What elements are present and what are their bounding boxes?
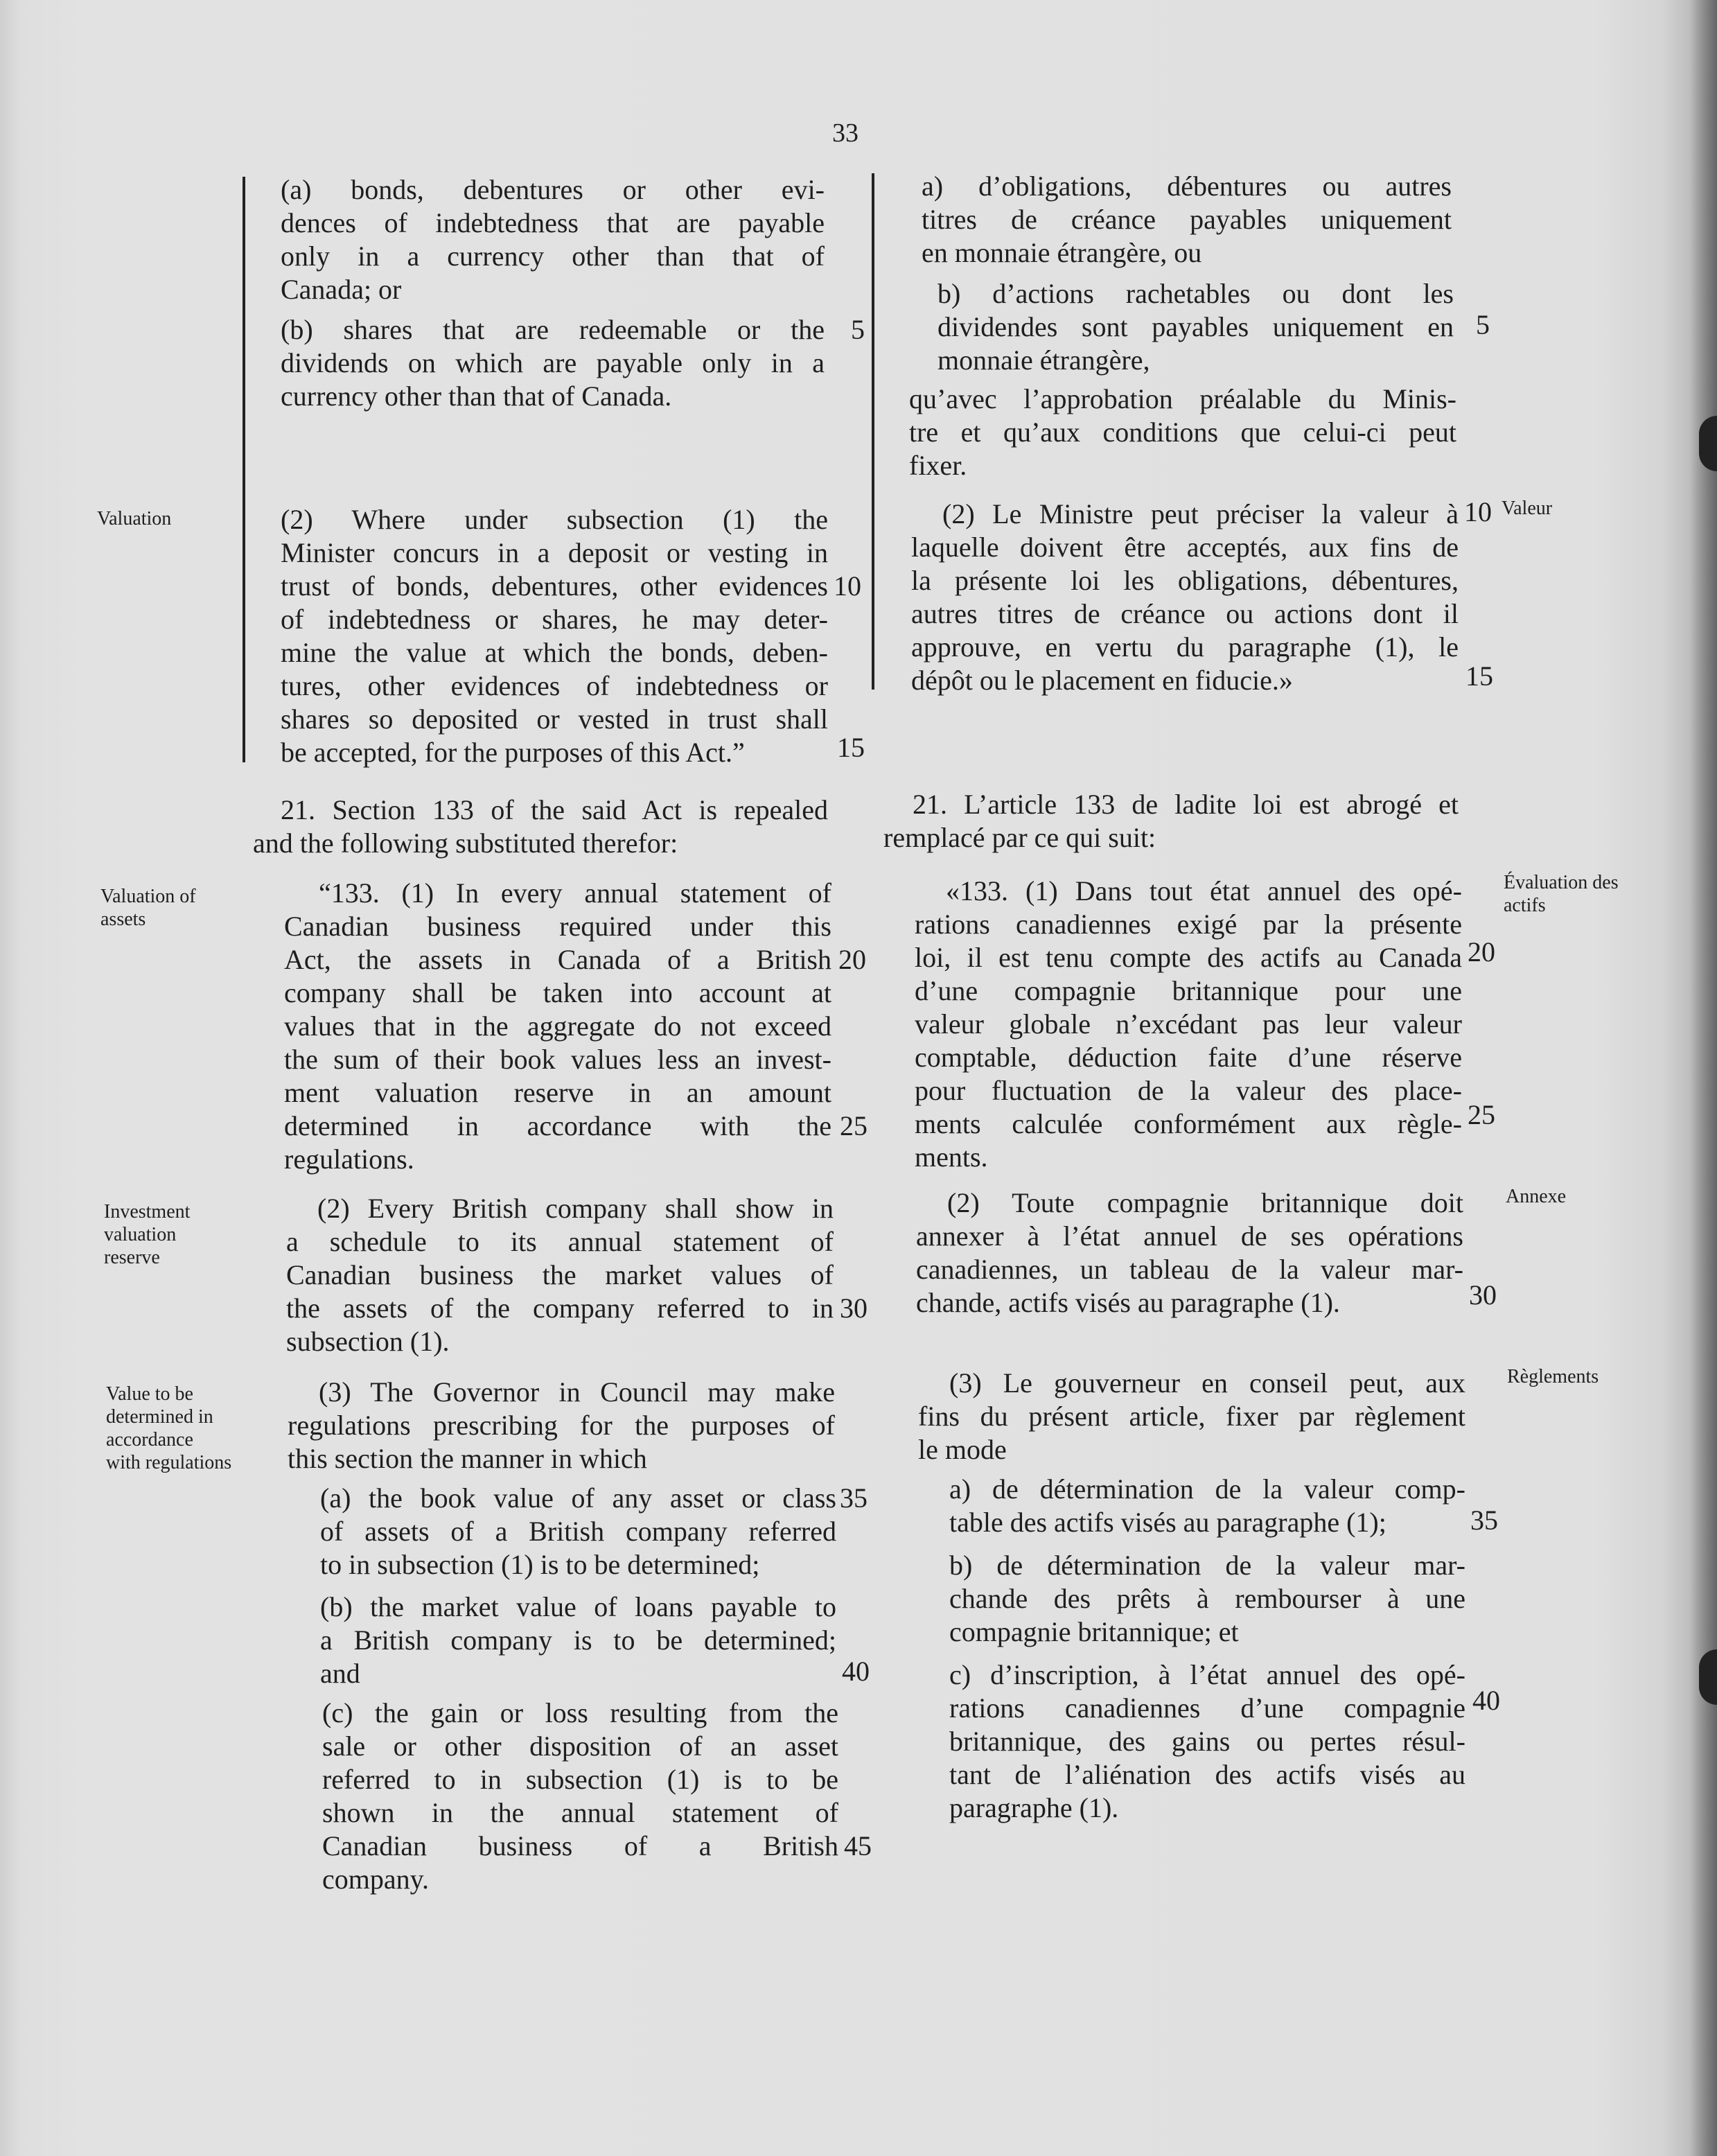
fr-line-number: 40 xyxy=(1472,1685,1500,1716)
en-section-133-1: “133. (1) In every annual statement of Canadian business required under this Act, the assets in Canada of a British company shall be taken into account at values that in the aggregate do not exceed the sum of their book values less an invest- ment valuation reserve in an amount determined in accordance with the regulations. xyxy=(284,877,831,1175)
margin-note-value-determined: Value to be determined in accordance with regulations xyxy=(106,1383,232,1473)
en-line-number: 40 xyxy=(842,1656,870,1687)
en-para-2: (2) Where under subsection (1) the Minister concurs in a deposit or vesting in trust of bonds, debentures, other evidences of indebtedness or shares, he may deter- mine the value at which the bonds, deben- tures, other evidences of indebtedness or shares so deposited or vested in trust shall be accepted, for the purposes of this Act.” xyxy=(281,504,828,768)
en-line-number: 10 xyxy=(834,570,861,602)
margin-note-valuation: Valuation xyxy=(97,508,172,529)
en-section-133-3a: (a) the book value of any asset or class of assets of a British company referred to in subsection (1) is to be determined; xyxy=(320,1482,836,1580)
fr-section-133-3c: c) d’inscription, à l’état annuel des opé- rations canadiennes d’une compagnie britannique, des gains ou pertes résul- tant de l’aliénation des actifs visés au paragraphe (1). xyxy=(949,1659,1465,1823)
fr-section-133-3a: a) de détermination de la valeur comp- table des actifs visés au paragraphe (1); xyxy=(949,1473,1465,1538)
en-section-133-3c: (c) the gain or loss resulting from the sale or other disposition of an asset referred to in subsection (1) is to be shown in the annual statement of Canadian business of a British company. xyxy=(322,1697,838,1895)
fr-section-133-1: «133. (1) Dans tout état annuel des opé- rations canadiennes exigé par la présente loi, il est tenu compte des actifs au Canada d’une compagnie britannique pour une valeur globale n’excédant pas leur valeur comptable, déduction faite d’une réserve pour fluctuation de la valeur des place- ments calculée conformément aux règle- ments. xyxy=(915,875,1462,1173)
en-para-b: (b) shares that are redeemable or the dividends on which are payable only in a currency other than that of Canada. xyxy=(281,314,825,412)
binder-hole xyxy=(1699,416,1717,471)
binder-hole xyxy=(1699,1649,1717,1705)
en-line-number: 20 xyxy=(838,944,866,975)
fr-section-133-3: (3) Le gouverneur en conseil peut, aux fins du présent article, fixer par règlement le mode xyxy=(918,1367,1465,1465)
fr-line-number: 35 xyxy=(1470,1505,1498,1536)
en-section-133-3: (3) The Governor in Council may make regulations prescribing for the purposes of this section the manner in which xyxy=(288,1376,835,1474)
fr-para-a: a) d’obligations, débentures ou autres titres de créance payables uniquement en monnaie étrangère, ou xyxy=(922,170,1452,268)
revision-bar-right xyxy=(872,173,874,690)
page-edge-shadow xyxy=(1689,0,1717,2156)
margin-note-investment-valuation-reserve: Investment valuation reserve xyxy=(104,1201,191,1268)
fr-line-number: 15 xyxy=(1465,660,1493,692)
en-line-number: 45 xyxy=(844,1830,872,1861)
fr-para-b: b) d’actions rachetables ou dont les dividendes sont payables uniquement en monnaie étrangère, xyxy=(937,278,1454,376)
en-line-number: 35 xyxy=(840,1482,868,1514)
fr-line-number: 30 xyxy=(1469,1279,1497,1311)
en-section-133-3b: (b) the market value of loans payable to a British company is to be determined; and xyxy=(320,1591,836,1689)
fr-para-qu-avec: qu’avec l’approbation préalable du Minis- tre et qu’aux conditions que celui-ci peut fixer. xyxy=(909,383,1456,481)
fr-line-number: 5 xyxy=(1476,309,1490,340)
fr-para-2: (2) Le Ministre peut préciser la valeur à laquelle doivent être acceptés, aux fins de la présente loi les obligations, débentures, autres titres de créance ou actions dont il approuve, en vertu du paragraphe (1), le dépôt ou le placement en fiducie.» xyxy=(911,498,1459,696)
fr-line-number: 20 xyxy=(1468,936,1495,967)
en-section-21: 21. Section 133 of the said Act is repealed and the following substituted therefor: xyxy=(253,794,828,859)
margin-note-evaluation-des-actifs: Évaluation des actifs xyxy=(1504,872,1619,916)
en-line-number: 30 xyxy=(840,1292,868,1324)
margin-note-reglements: Règlements xyxy=(1507,1366,1599,1387)
margin-note-valeur: Valeur xyxy=(1502,498,1553,519)
fr-line-number: 10 xyxy=(1464,496,1492,527)
fr-section-133-2: (2) Toute compagnie britannique doit annexer à l’état annuel de ses opérations canadiennes, un tableau de la valeur mar- chande, actifs visés au paragraphe (1). xyxy=(916,1187,1463,1318)
page-number: 33 xyxy=(832,119,858,148)
revision-bar-left xyxy=(243,177,245,762)
en-line-number: 5 xyxy=(851,314,865,345)
margin-note-annexe: Annexe xyxy=(1506,1186,1567,1207)
en-section-133-2: (2) Every British company shall show in a schedule to its annual statement of Canadian business the market values of the assets of the company referred to in subsection (1). xyxy=(286,1193,834,1357)
en-line-number: 25 xyxy=(840,1110,868,1141)
margin-note-valuation-of-assets: Valuation of assets xyxy=(100,886,196,930)
en-line-number: 15 xyxy=(837,732,865,763)
fr-line-number: 25 xyxy=(1468,1099,1495,1130)
fr-section-21: 21. L’article 133 de ladite loi est abrogé et remplacé par ce qui suit: xyxy=(883,789,1459,853)
fr-section-133-3b: b) de détermination de la valeur mar- chande des prêts à rembourser à une compagnie britannique; et xyxy=(949,1550,1465,1647)
en-para-a: (a) bonds, debentures or other evi- dences of indebtedness that are payable only in a currency other than that of Canada; or xyxy=(281,174,825,305)
